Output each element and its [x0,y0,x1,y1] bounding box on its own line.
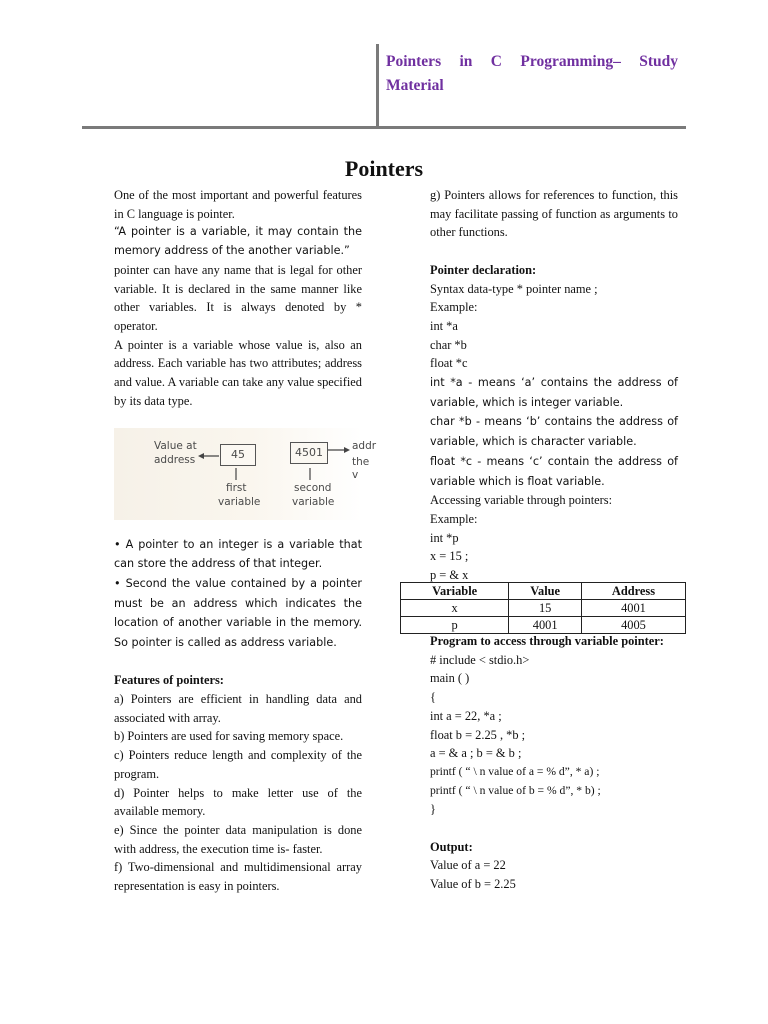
accessing-line: Accessing variable through pointers: [430,493,613,508]
code-line: # include < stdio.h> [430,652,530,667]
example-label: Example: [430,300,478,315]
example-p-assign: p = & x [430,568,469,583]
features-heading: Features of pointers: [114,673,224,688]
example-int-a: int *a [430,318,458,333]
diagram-the-v: the v [352,456,370,482]
example-int-p: int *p [430,530,459,545]
right-column [430,186,678,585]
feature-d: d) Pointer helps to make letter use of the available memory. [114,785,362,819]
meaning-int-a [430,373,678,412]
syntax-line: Syntax data-type * pointer name ; [430,281,598,296]
table-row [401,617,686,634]
table-cell: 4001 [581,600,685,617]
bullet-address-variable [114,574,362,653]
code-line: main ( ) [430,671,470,686]
diagram-value-at: Value at [154,440,197,453]
left-column [114,186,377,896]
feature-c: c) Pointers reduce length and complexity of the program. [114,748,362,781]
spacer [430,819,678,838]
program-heading: Program to access through variable pointer: [430,634,664,648]
diagram-first: first [226,482,247,495]
feature-a: a) Pointers are efficient in handling data and associated with array. [114,692,362,725]
variable-address-table [400,582,686,634]
meaning-float-c-text: float *c - means ‘c’ contain the address of variable which is float variable. [430,454,678,488]
right-column-lower [430,632,678,894]
output-heading: Output: [430,839,473,854]
example-label-2: Example: [430,511,478,526]
diagram-variable-1: variable [218,496,261,509]
meaning-char-b [430,412,678,451]
feature-g: g) Pointers allows for references to function, this may facilitate passing of function as arguments to other functions. [430,188,678,240]
table-cell: x [401,600,509,617]
header-title: Pointers in C Programming– Study Material [386,53,678,94]
table-header-variable: Variable [401,583,509,600]
declaration-heading: Pointer declaration: [430,262,537,277]
diagram-address: address [154,454,196,467]
diagram-variable-2: variable [292,496,335,509]
diagram-second: second [294,482,332,495]
feature-f: f) Two-dimensional and multidimensional array representation is easy in pointers. [114,860,362,894]
spacer [114,653,362,672]
example-float-c: float *c [430,356,468,371]
bullet-integer-pointer: • A pointer to an integer is a variable that can store the address of that integer. [114,538,362,571]
example-x-assign: x = 15 ; [430,549,469,564]
pointer-definition: “A pointer is a variable, it may contain the memory address of the another variable.” [114,225,362,258]
code-line: int a = 22, *a ; [430,708,502,723]
code-line: } [430,802,436,817]
feature-e: e) Since the pointer data manipulation is done with address, the execution time is- faster. [114,822,362,856]
pointer-naming-paragraph: pointer can have any name that is legal for other variable. It is declared in the same manner like other variables. It is always denoted by * operator. [114,262,362,333]
feature-b: b) Pointers are used for saving memory space. [114,729,344,744]
example-char-b: char *b [430,337,467,352]
diagram-box-address: 4501 [290,442,328,464]
pointer-diagram [114,428,377,520]
spacer [430,242,678,261]
header-horizontal-rule [82,126,686,129]
output-a: Value of a = 22 [430,858,506,873]
table-cell: 4001 [509,617,582,634]
page-title: Pointers [344,156,424,181]
meaning-float-c [430,452,678,491]
code-line: a = & a ; b = & b ; [430,746,522,761]
diagram-addr-cut: addr [352,440,377,453]
code-line: printf ( “ \ n value of b = % d”, * b) ; [430,783,601,797]
intro-paragraph: One of the most important and powerful features in C language is pointer. [114,188,362,221]
meaning-char-b-text: char *b - means ‘b’ contains the address of variable, which is character variable. [430,415,678,449]
output-b: Value of b = 2.25 [430,877,516,892]
table-header-row [401,583,686,600]
pointer-attributes-paragraph: A pointer is a variable whose value is, also an address. Each variable has two attributes; address and value. A variable can take any value specified by its data type. [114,337,362,408]
diagram-box-value: 45 [220,444,256,466]
table-row [401,600,686,617]
code-line: float b = 2.25 , *b ; [430,727,526,742]
code-line: printf ( “ \ n value of a = % d”, * a) ; [430,764,600,778]
code-line: { [430,690,436,705]
table-header-value: Value [509,583,582,600]
table-header-address: Address [581,583,685,600]
header-vertical-rule [376,44,379,128]
meaning-int-a-text: int *a - means ‘a’ contains the address of variable, which is integer variable. [430,376,678,409]
table-cell: 15 [509,600,582,617]
bullet-address-variable-text: • Second the value contained by a pointer must be an address which indicates the location of another variable in the memory. So pointer is called as address variable. [114,576,362,649]
table-cell: 4005 [581,617,685,634]
table-cell: p [401,617,509,634]
